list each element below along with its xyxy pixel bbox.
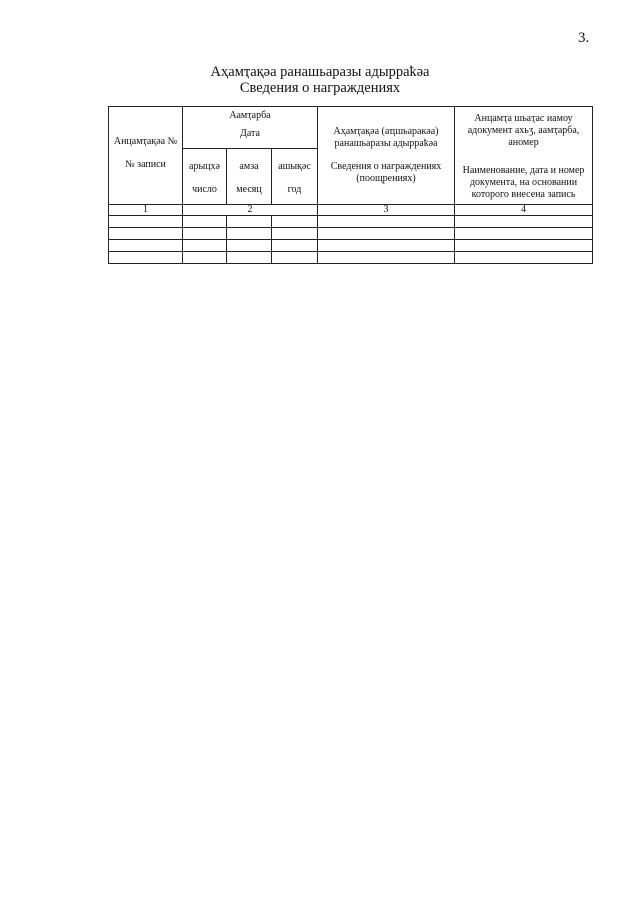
col-month-abk: амза: [239, 161, 259, 172]
column-number: 3: [318, 205, 455, 216]
col-award-info-ru: Сведения о награждениях (поощрениях): [330, 161, 442, 184]
col-date-ru: Дата: [240, 128, 260, 139]
col-document-abk: Анцамҭа шьаҭас иамоу адокумент ахьӡ, аамҭарба, аномер: [467, 113, 580, 148]
col-year-abk: ашықәс: [278, 161, 311, 172]
col-date-header: [183, 107, 318, 149]
table-cell: [272, 228, 318, 240]
col-entry-number-header: [109, 107, 183, 205]
col-award-info-header: [318, 107, 455, 205]
heading-russian: Сведения о награждениях: [239, 80, 401, 96]
table-cell: [318, 228, 455, 240]
col-award-info-abk: Аҳамҭақәа (аҵшьаракәа) ранашьаразы адырраҟәа: [333, 126, 439, 149]
column-number: 1: [109, 205, 183, 216]
col-month-header: [227, 149, 272, 205]
header-row-1: [109, 107, 593, 149]
table-cell: [183, 216, 227, 228]
table-cell: [227, 240, 272, 252]
column-number-row: [109, 205, 593, 216]
table-cell: [109, 252, 183, 264]
table-row: [109, 252, 593, 264]
table-cell: [109, 228, 183, 240]
col-day-abk: арыцхә: [189, 161, 220, 172]
col-month-ru: месяц: [236, 184, 262, 195]
table-cell: [455, 216, 593, 228]
table-cell: [272, 216, 318, 228]
table-row: [109, 240, 593, 252]
table-cell: [109, 216, 183, 228]
table-cell: [455, 240, 593, 252]
col-year-header: [272, 149, 318, 205]
table-cell: [272, 240, 318, 252]
table-row: [109, 216, 593, 228]
table-cell: [227, 228, 272, 240]
table-cell: [318, 216, 455, 228]
awards-table: [108, 106, 593, 264]
col-year-ru: год: [287, 184, 302, 195]
col-date-abk: Аамҭарба: [229, 110, 271, 121]
table-cell: [227, 216, 272, 228]
column-number: 2: [183, 205, 318, 216]
table-cell: [227, 252, 272, 264]
col-day-header: [183, 149, 227, 205]
table-cell: [272, 252, 318, 264]
table-cell: [109, 240, 183, 252]
column-number: 4: [455, 205, 593, 216]
table-cell: [183, 228, 227, 240]
col-day-ru: число: [192, 184, 217, 195]
table-row: [109, 228, 593, 240]
table-cell: [183, 252, 227, 264]
col-entry-number-ru: № записи: [125, 159, 166, 170]
table-cell: [318, 252, 455, 264]
table-cell: [455, 252, 593, 264]
col-entry-number-abk: Анцамҭақәа №: [113, 136, 178, 147]
col-document-ru: Наименование, дата и номер документа, на основании которого внесена запись: [462, 165, 585, 200]
page-number: 3.: [578, 30, 590, 46]
table-cell: [455, 228, 593, 240]
col-document-header: [455, 107, 593, 205]
heading-abkhaz: Аҳамҭақәа ранашьаразы адырраҟәа: [210, 64, 430, 80]
table-cell: [183, 240, 227, 252]
table-cell: [318, 240, 455, 252]
page-heading: [0, 64, 640, 96]
